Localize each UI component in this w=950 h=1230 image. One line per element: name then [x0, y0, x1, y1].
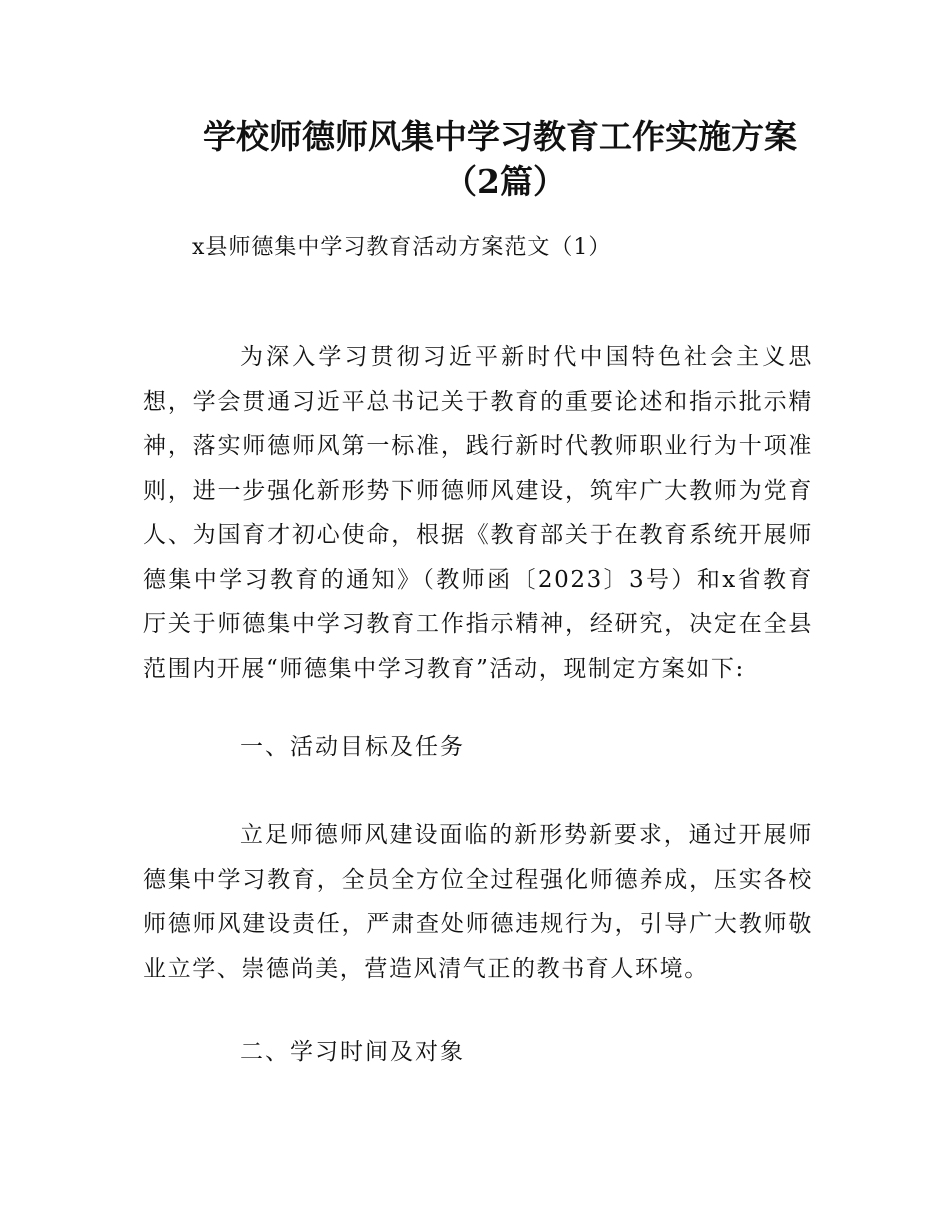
section-heading-goals: 一、活动目标及任务 — [240, 734, 465, 760]
document-title: 学校师德师风集中学习教育工作实施方案 — [203, 117, 797, 156]
section-heading-schedule: 二、学习时间及对象 — [240, 1039, 465, 1065]
subheading: x县师德集中学习教育活动方案范文（1） — [192, 235, 612, 260]
goals-paragraph: 立足师德师风建设面临的新形势新要求，通过开展师德集中学习教育，全员全方位全过程强化师德养成，压实各校师德师风建设责任，严肃查处师德违规行为，引导广大教师敬业立学、崇德尚美，营造风清气正的教书育人环境。 — [143, 822, 813, 982]
document-title-count: （2篇） — [444, 162, 566, 201]
intro-paragraph: 为深入学习贯彻习近平新时代中国特色社会主义思想，学会贯通习近平总书记关于教育的重要论述和指示批示精神，落实师德师风第一标准，践行新时代教师职业行为十项准则，进一步强化新形势下师德师风建设，筑牢广大教师为党育人、为国育才初心使命，根据《教育部关于在教育系统开展师德集中学习教育的通知》（教师函〔2023〕3号）和x省教育厅关于师德集中学习教育工作指示精神，经研究，决定在全县范围内开展“师德集中学习教育”活动，现制定方案如下: — [143, 344, 813, 682]
